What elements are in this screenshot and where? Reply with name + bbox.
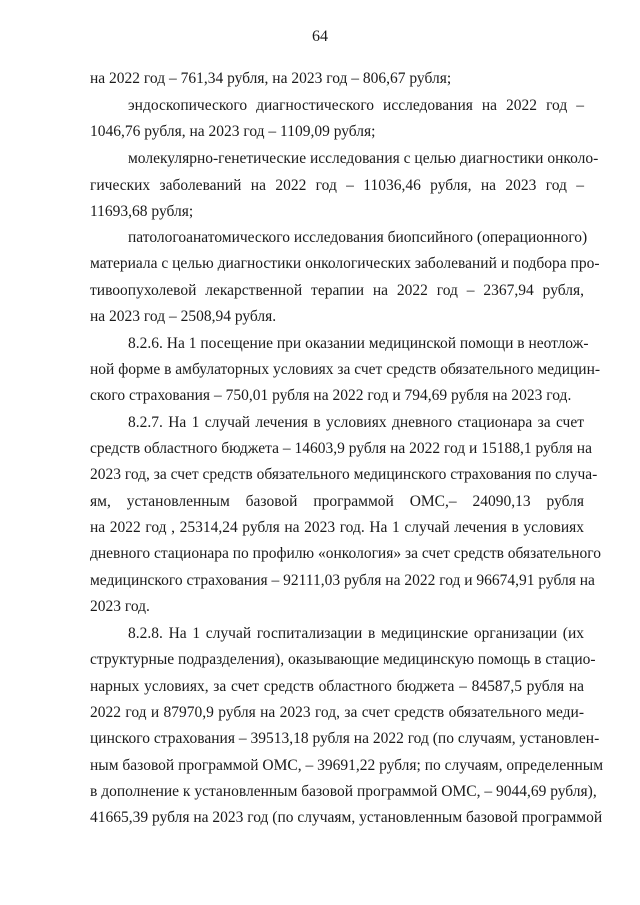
text-line: эндоскопического диагностического исследования на 2022 год –	[128, 97, 584, 114]
text-line: дневного стационара по профилю «онкология» за счет средств обязательного	[90, 545, 601, 562]
text-line: 8.2.8. На 1 случай госпитализации в медицинские организации (их	[128, 625, 584, 642]
text-line: материала с целью диагностики онкологических заболеваний и подбора про-	[90, 255, 600, 272]
text-line: 2022 год и 87970,9 рубля на 2023 год, за счет средств обязательного меди-	[90, 704, 584, 721]
text-line: на 2022 год – 761,34 рубля, на 2023 год – 806,67 рубля;	[90, 70, 452, 87]
text-line: на 2023 год – 2508,94 рубля.	[90, 308, 277, 325]
text-line: тивоопухолевой лекарственной терапии на 2022 год – 2367,94 рубля,	[90, 282, 584, 299]
text-line: ной форме в амбулаторных условиях за счет средств обязательного медицин-	[90, 361, 601, 378]
text-line: 8.2.6. На 1 посещение при оказании медицинской помощи в неотлож-	[128, 335, 589, 352]
text-line: цинского страхования – 39513,18 рубля на 2022 год (по случаям, установлен-	[90, 730, 600, 747]
text-line: гических заболеваний на 2022 год – 11036,46 рубля, на 2023 год –	[90, 177, 584, 194]
text-line: ям, установленным базовой программой ОМС,– 24090,13 рубля	[90, 493, 584, 510]
text-line: 2023 год, за счет средств обязательного медицинского страхования по случа-	[90, 466, 598, 483]
text-line: в дополнение к установленным базовой программой ОМС, – 9044,69 рубля),	[90, 783, 597, 800]
text-line: медицинского страхования – 92111,03 рубля на 2022 год и 96674,91 рубля на	[90, 572, 595, 589]
text-line: 11693,68 рубля;	[90, 203, 194, 220]
text-line: нарных условиях, за счет средств областного бюджета – 84587,5 рубля на	[90, 678, 584, 695]
text-line: 1046,76 рубля, на 2023 год – 1109,09 рубля;	[90, 123, 376, 140]
text-line: молекулярно-генетические исследования с целью диагностики онколо-	[128, 150, 599, 167]
text-line: на 2022 год , 25314,24 рубля на 2023 год. На 1 случай лечения в условиях	[90, 519, 584, 536]
text-line: ского страхования – 750,01 рубля на 2022 год и 794,69 рубля на 2023 год.	[90, 387, 572, 404]
text-line: 2023 год.	[90, 598, 150, 615]
text-line: 41665,39 рубля на 2023 год (по случаям, установленным базовой программой	[90, 809, 603, 826]
text-line: структурные подразделения), оказывающие медицинскую помощь в стацио-	[90, 651, 596, 668]
text-line: патологоанатомического исследования биопсийного (операционного)	[128, 229, 588, 246]
text-line: ным базовой программой ОМС, – 39691,22 рубля; по случаям, определенным	[90, 757, 604, 774]
text-line: 8.2.7. На 1 случай лечения в условиях дневного стационара за счет	[128, 414, 584, 431]
text-line: средств областного бюджета – 14603,9 рубля на 2022 год и 15188,1 рубля на	[90, 440, 592, 457]
page-number: 64	[312, 28, 328, 45]
